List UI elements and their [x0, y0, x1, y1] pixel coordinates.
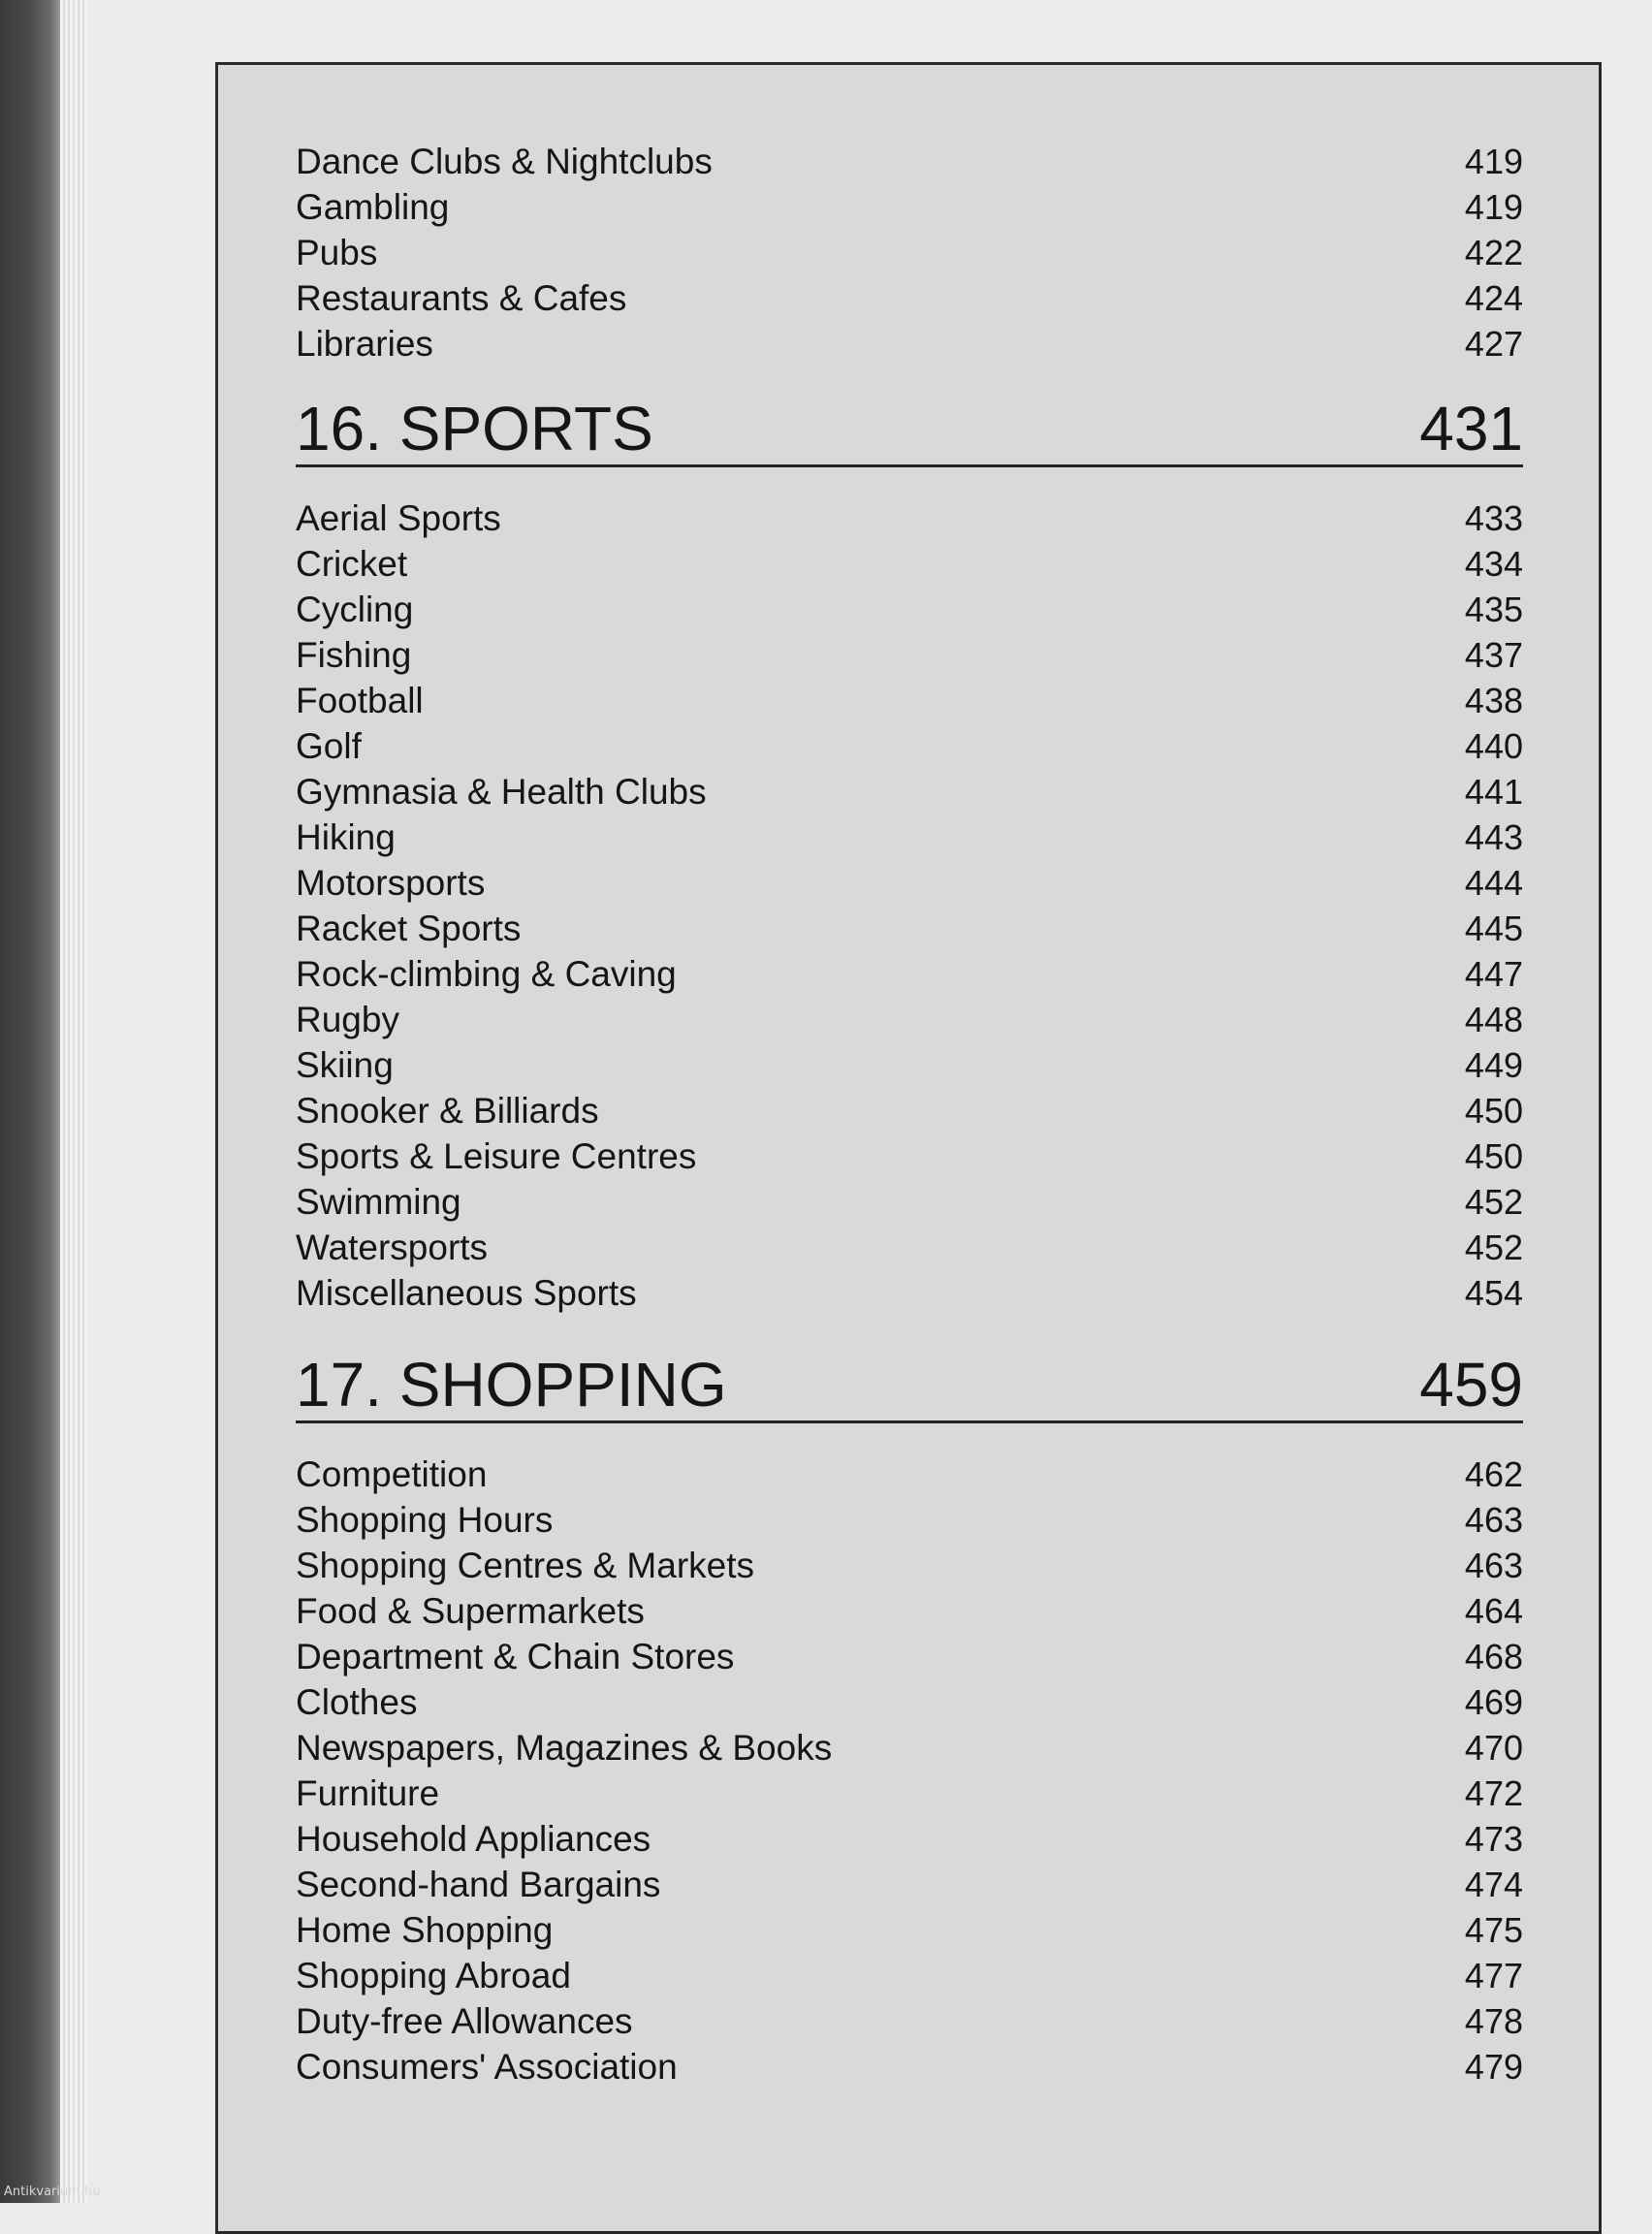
- toc-entry: [296, 1588, 1523, 1634]
- toc-entry-title: Rock-climbing & Caving: [296, 954, 677, 994]
- toc-entry-title: Rugby: [296, 1000, 399, 1039]
- toc-entry-page: 450: [1464, 1091, 1523, 1131]
- toc-entry-title: Furniture: [296, 1773, 440, 1813]
- chapter-title: 17. SHOPPING: [296, 1350, 727, 1420]
- toc-top-list: [296, 139, 1523, 367]
- toc-entry: [296, 678, 1523, 723]
- toc-entry-title: Sports & Leisure Centres: [296, 1136, 697, 1176]
- toc-entry: [296, 321, 1523, 367]
- toc-entry: [296, 1771, 1523, 1816]
- toc-entry-page: 433: [1464, 498, 1523, 538]
- toc-entry: [296, 1907, 1523, 1953]
- toc-entry: [296, 139, 1523, 184]
- toc-entry-page: 472: [1464, 1773, 1523, 1813]
- toc-entry: [296, 587, 1523, 632]
- toc-entry-page: 444: [1464, 863, 1523, 903]
- toc-entry-page: 438: [1464, 681, 1523, 720]
- toc-entry-title: Newspapers, Magazines & Books: [296, 1728, 833, 1768]
- toc-entry-title: Shopping Centres & Markets: [296, 1546, 755, 1585]
- toc-entry: [296, 1088, 1523, 1133]
- toc-entry-title: Snooker & Billiards: [296, 1091, 599, 1131]
- toc-entry-title: Gambling: [296, 187, 450, 227]
- toc-entry: [296, 1133, 1523, 1179]
- toc-entry-page: 449: [1464, 1045, 1523, 1085]
- toc-entry-title: Hiking: [296, 817, 396, 857]
- toc-entry-page: 462: [1464, 1454, 1523, 1494]
- toc-entry-page: 435: [1464, 590, 1523, 629]
- page-edges: [60, 0, 87, 2203]
- toc-entry-title: Gymnasia & Health Clubs: [296, 772, 707, 812]
- toc-entry-page: 473: [1464, 1819, 1523, 1859]
- toc-entry-page: 475: [1464, 1910, 1523, 1950]
- toc-entry-title: Libraries: [296, 324, 433, 364]
- toc-entry-page: 448: [1464, 1000, 1523, 1039]
- toc-entry-page: 424: [1464, 278, 1523, 318]
- toc-entry-title: Dance Clubs & Nightclubs: [296, 142, 713, 181]
- toc-entry-title: Watersports: [296, 1228, 489, 1267]
- toc-entry-title: Restaurants & Cafes: [296, 278, 627, 318]
- toc-entry-title: Department & Chain Stores: [296, 1637, 735, 1676]
- toc-entry: [296, 723, 1523, 769]
- chapter-page: 431: [1419, 394, 1523, 463]
- toc-entry-page: 441: [1464, 772, 1523, 812]
- toc-entry: [296, 860, 1523, 906]
- toc-entry: [296, 495, 1523, 541]
- toc-entry: [296, 1270, 1523, 1316]
- toc-entry-page: 450: [1464, 1136, 1523, 1176]
- toc-entry: [296, 275, 1523, 321]
- toc-entry-page: 470: [1464, 1728, 1523, 1768]
- toc-entry-page: 452: [1464, 1228, 1523, 1267]
- toc-entry: [296, 1497, 1523, 1543]
- toc-entry-page: 469: [1464, 1682, 1523, 1722]
- toc-entry-title: Food & Supermarkets: [296, 1591, 645, 1631]
- toc-entry-page: 464: [1464, 1591, 1523, 1631]
- toc-entry: [296, 1179, 1523, 1225]
- toc-entry: [296, 1543, 1523, 1588]
- toc-entry: [296, 2044, 1523, 2090]
- toc-entry-page: 452: [1464, 1182, 1523, 1222]
- watermark: Antikvarium.hu: [4, 2185, 101, 2199]
- toc-entry-page: 445: [1464, 909, 1523, 948]
- toc-entry: [296, 632, 1523, 678]
- toc-list-shopping: [296, 1452, 1523, 2090]
- toc-entry: [296, 541, 1523, 587]
- toc-entry: [296, 1679, 1523, 1725]
- toc-entry-title: Household Appliances: [296, 1819, 651, 1859]
- toc-entry-title: Cricket: [296, 544, 408, 584]
- toc-entry-page: 468: [1464, 1637, 1523, 1676]
- toc-entry-title: Skiing: [296, 1045, 394, 1085]
- toc-entry-title: Golf: [296, 726, 362, 766]
- toc-entry: [296, 1042, 1523, 1088]
- toc-entry: [296, 1452, 1523, 1497]
- toc-entry-title: Clothes: [296, 1682, 418, 1722]
- toc-entry-page: 477: [1464, 1956, 1523, 1995]
- toc-entry-page: 454: [1464, 1273, 1523, 1313]
- toc-entry-page: 474: [1464, 1865, 1523, 1904]
- toc-entry-page: 422: [1464, 233, 1523, 272]
- toc-entry: [296, 1634, 1523, 1679]
- toc-entry-page: 440: [1464, 726, 1523, 766]
- toc-entry-page: 427: [1464, 324, 1523, 364]
- toc-entry: [296, 1998, 1523, 2044]
- toc-entry: [296, 814, 1523, 860]
- toc-entry-title: Shopping Hours: [296, 1500, 554, 1540]
- toc-entry-title: Pubs: [296, 233, 378, 272]
- toc-entry-title: Second-hand Bargains: [296, 1865, 661, 1904]
- toc-list-sports: [296, 495, 1523, 1316]
- chapter-title: 16. SPORTS: [296, 394, 653, 463]
- toc-entry: [296, 1953, 1523, 1998]
- toc-entry: [296, 906, 1523, 951]
- toc-entry-page: 478: [1464, 2001, 1523, 2041]
- toc-entry-title: Miscellaneous Sports: [296, 1273, 637, 1313]
- toc-entry-page: 447: [1464, 954, 1523, 994]
- toc-entry: [296, 1862, 1523, 1907]
- toc-entry-page: 437: [1464, 635, 1523, 675]
- toc-entry-page: 443: [1464, 817, 1523, 857]
- toc-entry: [296, 769, 1523, 814]
- toc-entry-title: Consumers' Association: [296, 2047, 678, 2087]
- toc-entry: [296, 230, 1523, 275]
- toc-entry-title: Home Shopping: [296, 1910, 554, 1950]
- toc-entry: [296, 997, 1523, 1042]
- toc-entry: [296, 1816, 1523, 1862]
- toc-entry: [296, 184, 1523, 230]
- toc-entry-page: 419: [1464, 187, 1523, 227]
- toc-entry: [296, 1225, 1523, 1270]
- toc-entry: [296, 1725, 1523, 1771]
- toc-entry-title: Competition: [296, 1454, 488, 1494]
- toc-entry-page: 463: [1464, 1500, 1523, 1540]
- toc-entry-title: Motorsports: [296, 863, 486, 903]
- chapter-heading-shopping: [296, 1351, 1523, 1423]
- chapter-page: 459: [1419, 1350, 1523, 1420]
- toc-entry-page: 479: [1464, 2047, 1523, 2087]
- table-of-contents: [215, 62, 1602, 2234]
- toc-entry-page: 419: [1464, 142, 1523, 181]
- chapter-heading-sports: [296, 395, 1523, 467]
- toc-entry-title: Fishing: [296, 635, 412, 675]
- toc-entry: [296, 951, 1523, 997]
- toc-entry-page: 434: [1464, 544, 1523, 584]
- toc-entry-title: Racket Sports: [296, 909, 522, 948]
- toc-entry-title: Aerial Sports: [296, 498, 501, 538]
- toc-entry-page: 463: [1464, 1546, 1523, 1585]
- toc-entry-title: Duty-free Allowances: [296, 2001, 633, 2041]
- toc-entry-title: Cycling: [296, 590, 414, 629]
- book-spine: [0, 0, 60, 2203]
- toc-entry-title: Swimming: [296, 1182, 461, 1222]
- toc-entry-title: Football: [296, 681, 424, 720]
- toc-entry-title: Shopping Abroad: [296, 1956, 571, 1995]
